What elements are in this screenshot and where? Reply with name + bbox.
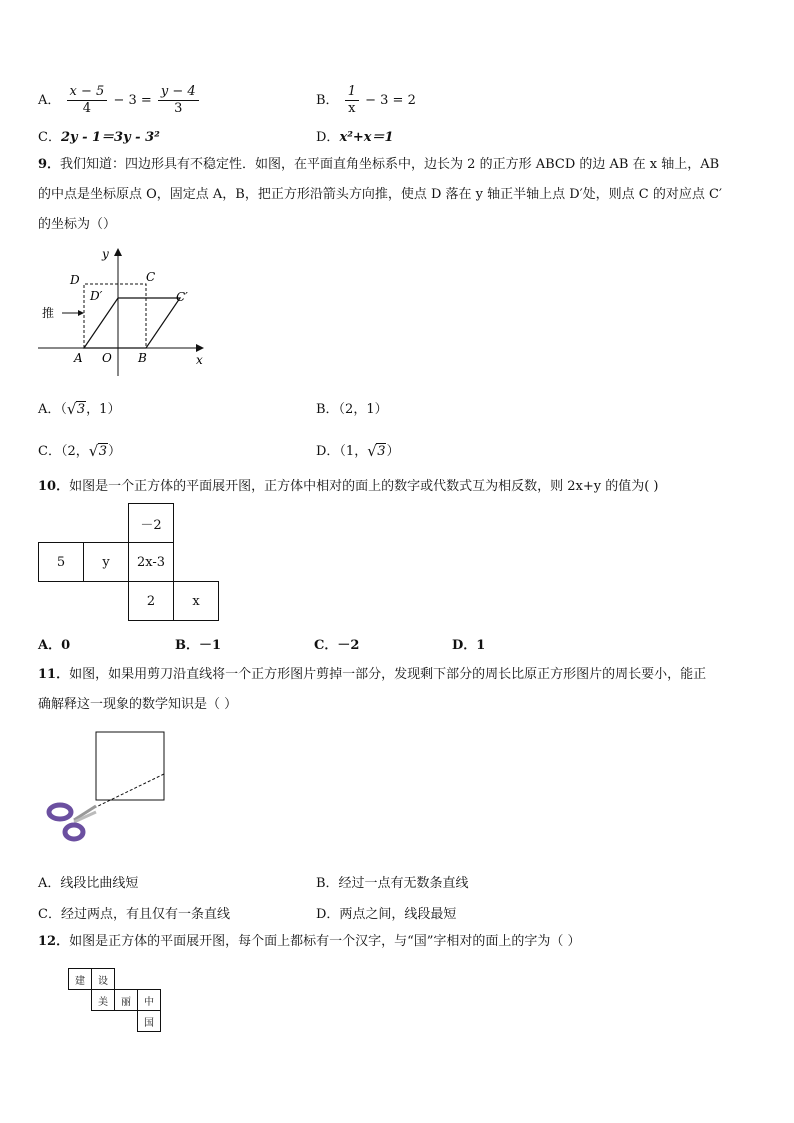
- q9-option-a: A．（ √ 3，1）: [38, 400, 121, 418]
- q8-option-a: A． $\frac{x - 5}{4}$ − 3 = $\frac{y - 4}{3}$: [38, 84, 201, 117]
- q9-option-d: D．（1， √ 3）: [316, 442, 400, 460]
- q9-number: 9．: [38, 157, 61, 172]
- q11-option-c: C．经过两点，有且仅有一条直线: [38, 907, 230, 922]
- net-cell-r2: y: [84, 543, 129, 582]
- q9-coordinate-figure: [36, 244, 216, 384]
- q11-line2: 确解释这一现象的数学知识是（ ）: [38, 697, 238, 712]
- label-a: A: [74, 351, 83, 365]
- net2-cell-c: 美: [92, 990, 115, 1011]
- q9-option-c: C．（2， √ 3）: [38, 442, 122, 460]
- q11-option-d: D．两点之间，线段最短: [316, 907, 457, 922]
- label-push: 推: [42, 306, 55, 320]
- q10-number: 10．: [38, 479, 70, 494]
- scissors-icon: [49, 805, 96, 839]
- label-b: B: [138, 351, 147, 365]
- q10-cube-net: [38, 503, 219, 621]
- net2-cell-b: 设: [92, 969, 115, 990]
- label-d-prime: D′: [90, 289, 103, 303]
- push-arrow-icon: [78, 310, 84, 316]
- q9-stem: [38, 150, 758, 240]
- net2-cell-d: 丽: [115, 990, 138, 1011]
- q12-stem: [38, 927, 758, 957]
- net2-cell-f: 国: [138, 1011, 161, 1032]
- net2-cell-e: 中: [138, 990, 161, 1011]
- q10-option-b: B．－1: [175, 638, 222, 653]
- q10-option-c: C．－2: [314, 638, 360, 653]
- label-d: D: [70, 273, 80, 287]
- q9-line2: 的中点是坐标原点 O，固定点 A，B，把正方形沿箭头方向推，使点 D 落在 y 轴正半轴上点 D′处，则点 C 的对应点 C′: [38, 187, 722, 202]
- q11-scissors-figure: [44, 728, 174, 852]
- q12-number: 12．: [38, 934, 70, 949]
- label-o: O: [102, 351, 112, 365]
- net-cell-top: －2: [129, 504, 174, 543]
- label-c: C: [146, 270, 156, 284]
- label-x: x: [196, 353, 203, 367]
- q11-line1: 如图，如果用剪刀沿直线将一个正方形图片剪掉一部分，发现剩下部分的周长比原正方形图片的周长要小，能正: [69, 667, 707, 682]
- net2-cell-a: 建: [69, 969, 92, 990]
- q9-line3: 的坐标为（）: [38, 217, 117, 232]
- q10-option-a: A．0: [38, 638, 71, 653]
- x-axis-arrow-icon: [196, 344, 204, 352]
- q10-stem: [38, 472, 758, 502]
- q11-option-a: A．线段比曲线短: [38, 876, 139, 891]
- y-axis-arrow-icon: [114, 248, 122, 256]
- q9-line1: 我们知道：四边形具有不稳定性．如图，在平面直角坐标系中，边长为 2 的正方形 ABCD 的边 AB 在 x 轴上，AB: [60, 157, 720, 172]
- q12-cube-net: [68, 968, 161, 1032]
- net-cell-b1: 2: [129, 582, 174, 621]
- square-picture: [96, 732, 164, 800]
- label-y: y: [102, 247, 109, 261]
- q12-text: 如图是正方体的平面展开图，每个面上都标有一个汉字，与“国”字相对的面上的字为（ ）: [69, 934, 581, 949]
- net-cell-r3: 2x-3: [129, 543, 174, 582]
- q11-number: 11．: [38, 667, 70, 682]
- label-c-prime: C′: [176, 290, 188, 304]
- q11-stem: [38, 660, 758, 720]
- cut-line: [94, 774, 164, 808]
- q8-option-c: C．2y - 1＝3y - 3²: [38, 130, 160, 145]
- net-cell-r1: 5: [39, 543, 84, 582]
- q9-option-b: B．（2，1）: [316, 402, 388, 417]
- q10-option-d: D．1: [452, 638, 486, 653]
- q11-option-b: B．经过一点有无数条直线: [316, 876, 469, 891]
- pushed-parallelogram: [84, 298, 180, 348]
- q10-text: 如图是一个正方体的平面展开图，正方体中相对的面上的数字或代数式互为相反数，则 2x+y 的值为( ): [69, 479, 659, 494]
- q8-option-d: D．x²+x＝1: [316, 130, 394, 145]
- q8-option-b: B． $\frac{1}{x}$ − 3 = 2: [316, 84, 416, 116]
- net-cell-b2: x: [174, 582, 219, 621]
